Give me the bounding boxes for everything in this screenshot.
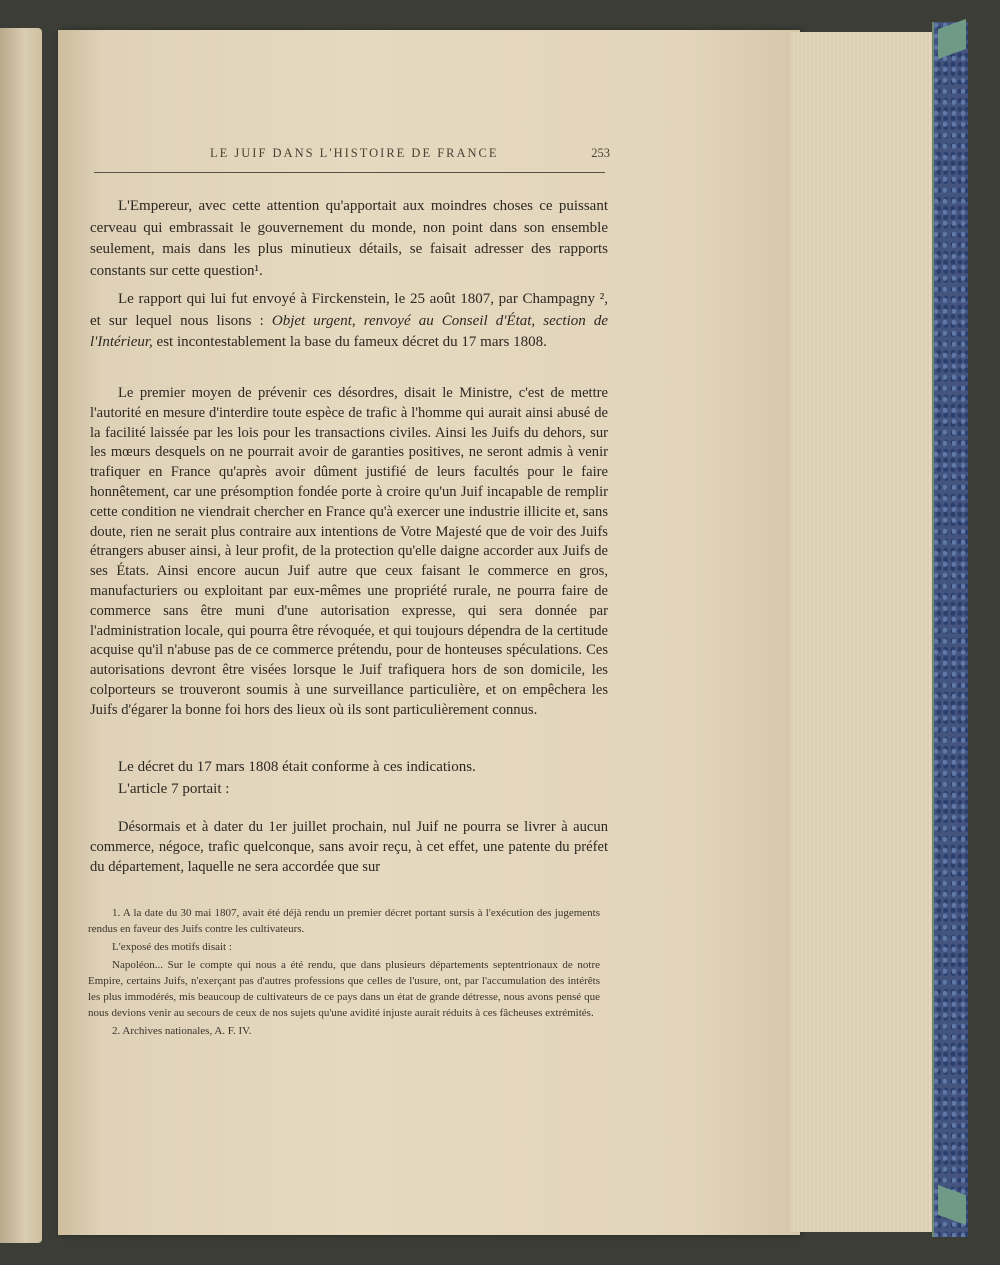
footnote-1: 1. A la date du 30 mai 1807, avait été déjà rendu un premier décret portant sursis à l'exécution des jugements rendus en faveur des Juifs contre les cultivateurs. — [88, 907, 600, 935]
footnotes — [88, 905, 600, 1041]
paragraph-1 — [90, 196, 608, 282]
page-number: 253 — [591, 146, 610, 160]
paragraph-2-text — [90, 289, 608, 354]
marbled-cover — [932, 22, 968, 1237]
footnote-1-intro: L'exposé des motifs disait : — [112, 941, 232, 953]
page-stack-edge — [790, 32, 942, 1232]
facing-page-edge — [0, 28, 42, 1243]
minister-quote-text: Le premier moyen de prévenir ces désordres, disait le Ministre, c'est de mettre l'autorité en mesure d'interdire toute espèce de trafic à l'homme qui aurait ainsi abusé de la facilité laissée par les lois pour les transactions civiles. Ainsi les Juifs du dehors, sur les mœurs desquels on ne pourrait avoir de garanties positives, ne seront admis à venir trafiquer en France qu'après avoir dûment justifié de leurs facultés pour le faire honnêtement, car une présomption fondée porte à croire qu'un Juif incapable de remplir cette condition ne viendrait chercher en France qu'à exercer une industrie illicite et, sans doute, rien ne serait plus contraire aux intentions de Votre Majesté que de voir des Juifs étrangers abuser ainsi, à leur profit, de la protection qu'elle daigne accorder aux Juifs de ses États. Ainsi encore aucun Juif autre que ceux faisant le commerce en gros, manufacturiers ou exploitant par eux-mêmes une propriété rurale, ne pourra faire de commerce sans être muni d'une autorisation expresse, qui sera donnée par l'administration locale, qui pourra être révoquée, et qui toujours dépendra de la certitude acquise qu'il n'abuse pas de ce commerce prétendu, pour de honteuses spéculations. Ces autorisations devront être visées lorsque le Juif trafiquera hors de son domicile, les colporteurs se trouveront soumis à une surveillance particulière, et on empêchera les Juifs d'égarer la bonne foi hors des lieux où ils sont particulièrement connus. — [90, 385, 608, 718]
paragraph-3-text: Le décret du 17 mars 1808 était conforme à ces indications. — [118, 759, 476, 775]
minister-quote — [90, 384, 608, 721]
paragraph-2-italic: Objet urgent, renvoyé au Conseil d'État, section de l'Intérieur, — [90, 312, 609, 351]
paragraph-2-end: est incontestablement la base du fameux décret du 17 mars 1808. — [152, 334, 547, 351]
paragraph-1-text: L'Empereur, avec cette attention qu'apportait aux moindres choses ce puissant cerveau qui embrassait le gouvernement du monde, non point dans son ensemble seulement, mais dans les plus minutieux détails, se faisait adresser des rapports constants sur cette question¹. — [90, 198, 608, 279]
article-quote — [90, 818, 608, 877]
paragraph-4-text: L'article 7 portait : — [118, 780, 230, 797]
paragraph-2-start: Le rapport qui lui fut envoyé à Firckenstein, le 25 août 1807, par Champagny ², et sur lequel nous lisons : — [90, 291, 608, 329]
paragraph-3 — [90, 757, 608, 800]
footnote-1-quote: Napoléon... Sur le compte qui nous a été rendu, que dans plusieurs départements septentrionaux de notre Empire, certains Juifs, n'exerçant pas d'autres professions que celles de l'usure, ont, par l'accumulation des intérêts les plus immodérés, mis beaucoup de cultivateurs de ce pays dans un état de grande détresse, nous avons pensé que nous devions venir au secours de ceux de nos sujets qu'une avidité injuste aurait réduits à ces fâcheuses extrémités. — [88, 959, 600, 1019]
running-title: LE JUIF DANS L'HISTOIRE DE FRANCE — [210, 146, 499, 160]
paragraph-2 — [90, 289, 608, 354]
footnote-2: 2. Archives nationales, A. F. IV. — [112, 1025, 252, 1037]
article-quote-text: Désormais et à dater du 1er juillet prochain, nul Juif ne pourra se livrer à aucun commerce, négoce, trafic quelconque, sans avoir reçu, à cet effet, une patente du préfet du département, laquelle ne sera accordée que sur — [90, 819, 608, 875]
running-header — [210, 146, 610, 161]
header-rule — [94, 172, 605, 173]
